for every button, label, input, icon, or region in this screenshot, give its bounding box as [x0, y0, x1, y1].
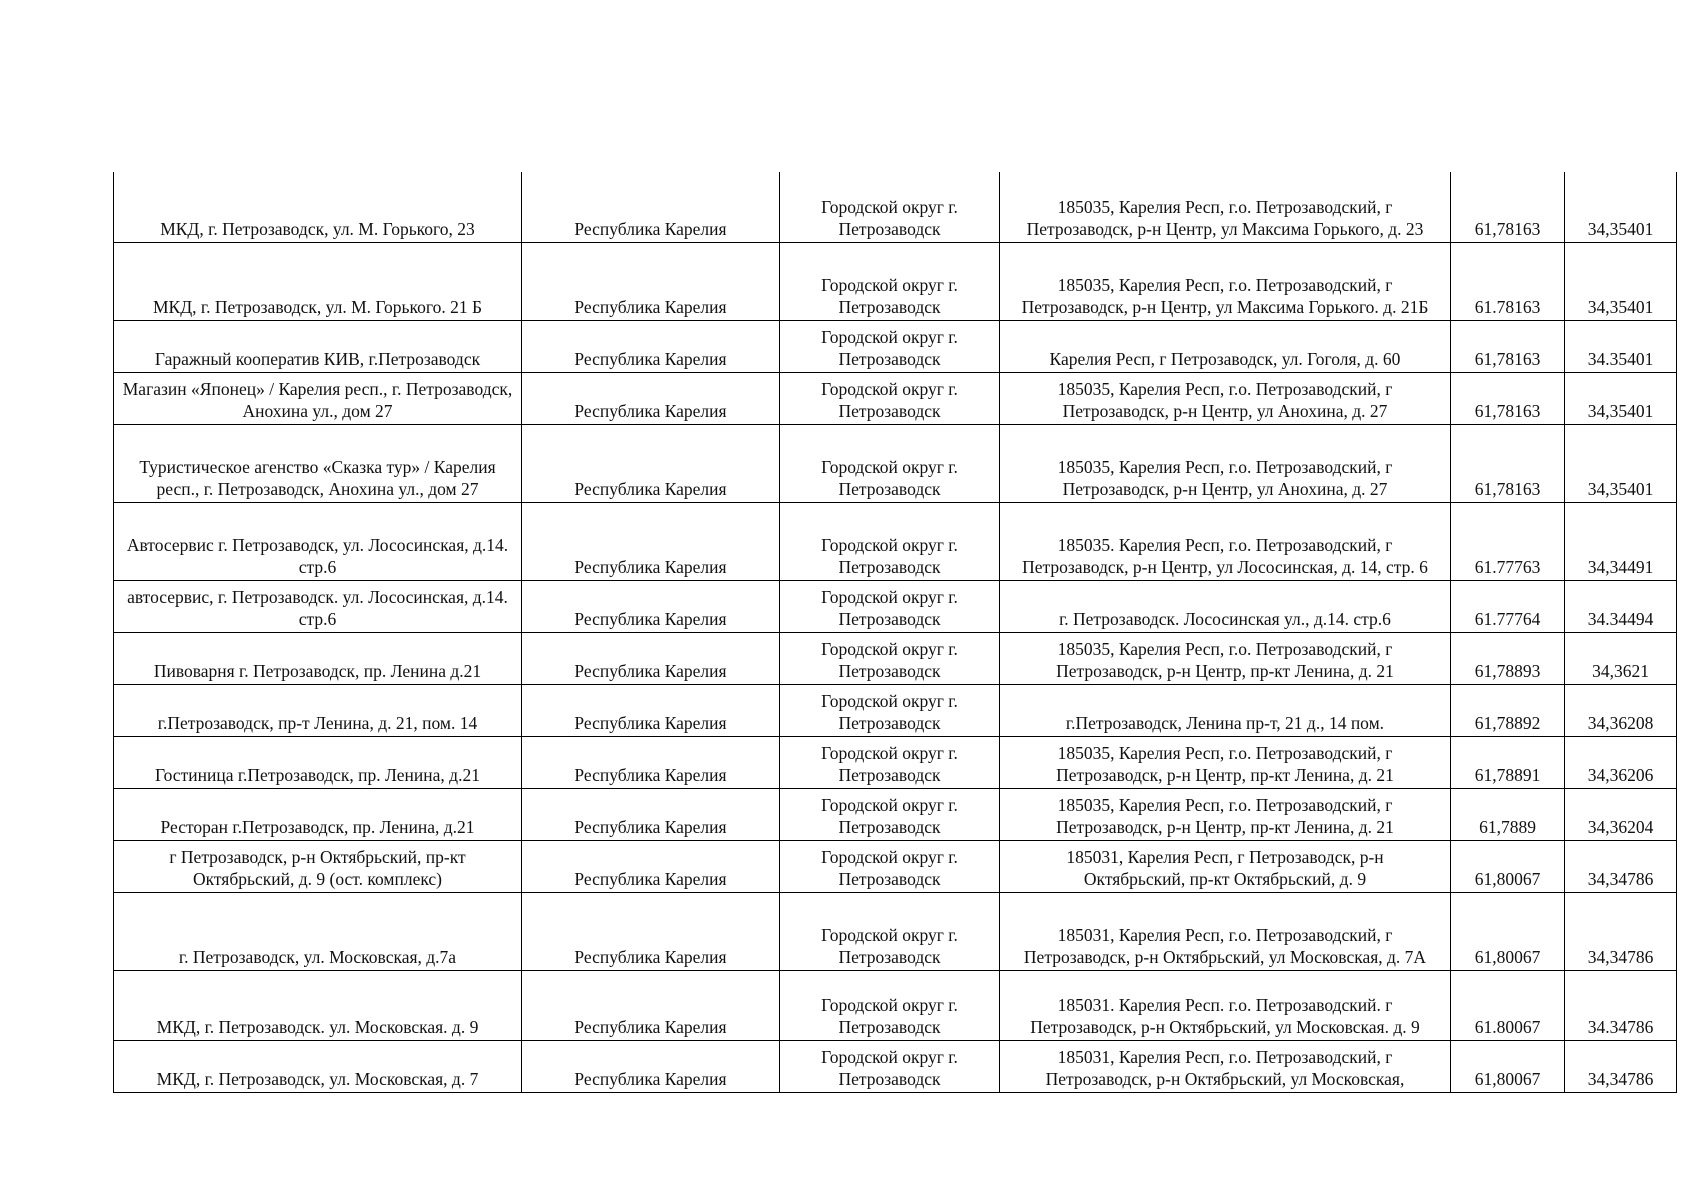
municipality-cell: Городской округ г. Петрозаводск — [780, 1040, 1000, 1092]
municipality-cell: Городской округ г. Петрозаводск — [780, 320, 1000, 372]
table-row — [114, 580, 1677, 632]
latitude-cell: 61,7889 — [1451, 788, 1565, 840]
municipality-cell: Городской округ г. Петрозаводск — [780, 970, 1000, 1040]
municipality-cell: Городской округ г. Петрозаводск — [780, 736, 1000, 788]
region-cell: Республика Карелия — [522, 172, 780, 242]
longitude-cell: 34,35401 — [1565, 172, 1677, 242]
municipality-cell: Городской округ г. Петрозаводск — [780, 840, 1000, 892]
address-cell: 185035, Карелия Респ, г.о. Петрозаводский, г Петрозаводск, р-н Центр, пр-кт Ленина, д. 21 — [1000, 632, 1451, 684]
municipality-cell: Городской округ г. Петрозаводск — [780, 892, 1000, 970]
latitude-cell: 61,78892 — [1451, 684, 1565, 736]
latitude-cell: 61.77763 — [1451, 502, 1565, 580]
object-name-cell: Ресторан г.Петрозаводск, пр. Ленина, д.21 — [114, 788, 522, 840]
region-cell: Республика Карелия — [522, 1040, 780, 1092]
region-cell: Республика Карелия — [522, 372, 780, 424]
table-row — [114, 736, 1677, 788]
region-cell: Республика Карелия — [522, 424, 780, 502]
latitude-cell: 61,78163 — [1451, 172, 1565, 242]
table-row — [114, 970, 1677, 1040]
table-row — [114, 502, 1677, 580]
table-row — [114, 172, 1677, 242]
municipality-cell: Городской округ г. Петрозаводск — [780, 632, 1000, 684]
longitude-cell: 34,36206 — [1565, 736, 1677, 788]
address-cell: г. Петрозаводск. Лососинская ул., д.14. стр.6 — [1000, 580, 1451, 632]
region-cell: Республика Карелия — [522, 788, 780, 840]
table-row — [114, 372, 1677, 424]
longitude-cell: 34,36204 — [1565, 788, 1677, 840]
longitude-cell: 34,35401 — [1565, 242, 1677, 320]
address-cell: 185035, Карелия Респ, г.о. Петрозаводский, г Петрозаводск, р-н Центр, ул Максима Горького. д. 21Б — [1000, 242, 1451, 320]
table-row — [114, 1040, 1677, 1092]
object-name-cell: г. Петрозаводск, ул. Московская, д.7а — [114, 892, 522, 970]
object-name-cell: Пивоварня г. Петрозаводск, пр. Ленина д.21 — [114, 632, 522, 684]
latitude-cell: 61,80067 — [1451, 892, 1565, 970]
address-cell: 185035. Карелия Респ, г.о. Петрозаводский, г Петрозаводск, р-н Центр, ул Лососинская, д. 14, стр. 6 — [1000, 502, 1451, 580]
object-name-cell: МКД, г. Петрозаводск, ул. М. Горького. 21 Б — [114, 242, 522, 320]
object-name-cell: Автосервис г. Петрозаводск, ул. Лососинская, д.14. стр.6 — [114, 502, 522, 580]
table-row — [114, 840, 1677, 892]
longitude-cell: 34,3621 — [1565, 632, 1677, 684]
object-name-cell: Гостиница г.Петрозаводск, пр. Ленина, д.21 — [114, 736, 522, 788]
locations-table-body — [114, 172, 1677, 1092]
longitude-cell: 34,34786 — [1565, 840, 1677, 892]
locations-table — [113, 172, 1677, 1093]
region-cell: Республика Карелия — [522, 892, 780, 970]
address-cell: 185031, Карелия Респ, г Петрозаводск, р-н Октябрьский, пр-кт Октябрьский, д. 9 — [1000, 840, 1451, 892]
region-cell: Республика Карелия — [522, 736, 780, 788]
address-cell: 185031. Карелия Респ. г.о. Петрозаводский. г Петрозаводск, р-н Октябрьский, ул Московская. д. 9 — [1000, 970, 1451, 1040]
address-cell: 185035, Карелия Респ, г.о. Петрозаводский, г Петрозаводск, р-н Центр, ул Анохина, д. 27 — [1000, 424, 1451, 502]
latitude-cell: 61.77764 — [1451, 580, 1565, 632]
table-row — [114, 788, 1677, 840]
municipality-cell: Городской округ г. Петрозаводск — [780, 502, 1000, 580]
object-name-cell: г Петрозаводск, р-н Октябрьский, пр-кт Октябрьский, д. 9 (ост. комплекс) — [114, 840, 522, 892]
longitude-cell: 34,35401 — [1565, 424, 1677, 502]
table-row — [114, 632, 1677, 684]
latitude-cell: 61.80067 — [1451, 970, 1565, 1040]
address-cell: г.Петрозаводск, Ленина пр-т, 21 д., 14 пом. — [1000, 684, 1451, 736]
address-cell: Карелия Респ, г Петрозаводск, ул. Гоголя, д. 60 — [1000, 320, 1451, 372]
object-name-cell: Туристическое агенство «Сказка тур» / Карелия респ., г. Петрозаводск, Анохина ул., дом 27 — [114, 424, 522, 502]
municipality-cell: Городской округ г. Петрозаводск — [780, 580, 1000, 632]
longitude-cell: 34.34786 — [1565, 970, 1677, 1040]
object-name-cell: Магазин «Японец» / Карелия респ., г. Петрозаводск, Анохина ул., дом 27 — [114, 372, 522, 424]
latitude-cell: 61,80067 — [1451, 840, 1565, 892]
table-row — [114, 424, 1677, 502]
latitude-cell: 61,78893 — [1451, 632, 1565, 684]
region-cell: Республика Карелия — [522, 684, 780, 736]
longitude-cell: 34,35401 — [1565, 372, 1677, 424]
address-cell: 185031, Карелия Респ, г.о. Петрозаводский, г Петрозаводск, р-н Октябрьский, ул Московская, д. 7А — [1000, 892, 1451, 970]
address-cell: 185031, Карелия Респ, г.о. Петрозаводский, г Петрозаводск, р-н Октябрьский, ул Московская, — [1000, 1040, 1451, 1092]
longitude-cell: 34,36208 — [1565, 684, 1677, 736]
region-cell: Республика Карелия — [522, 502, 780, 580]
address-cell: 185035, Карелия Респ, г.о. Петрозаводский, г Петрозаводск, р-н Центр, пр-кт Ленина, д. 21 — [1000, 788, 1451, 840]
municipality-cell: Городской округ г. Петрозаводск — [780, 788, 1000, 840]
latitude-cell: 61.78163 — [1451, 242, 1565, 320]
longitude-cell: 34,34786 — [1565, 892, 1677, 970]
region-cell: Республика Карелия — [522, 580, 780, 632]
object-name-cell: МКД, г. Петрозаводск. ул. Московская. д. 9 — [114, 970, 522, 1040]
table-row — [114, 892, 1677, 970]
latitude-cell: 61,78163 — [1451, 372, 1565, 424]
address-cell: 185035, Карелия Респ, г.о. Петрозаводский, г Петрозаводск, р-н Центр, ул Анохина, д. 27 — [1000, 372, 1451, 424]
object-name-cell: МКД, г. Петрозаводск, ул. М. Горького, 23 — [114, 172, 522, 242]
object-name-cell: г.Петрозаводск, пр-т Ленина, д. 21, пом. 14 — [114, 684, 522, 736]
object-name-cell: МКД, г. Петрозаводск, ул. Московская, д. 7 — [114, 1040, 522, 1092]
region-cell: Республика Карелия — [522, 970, 780, 1040]
municipality-cell: Городской округ г. Петрозаводск — [780, 684, 1000, 736]
region-cell: Республика Карелия — [522, 632, 780, 684]
municipality-cell: Городской округ г. Петрозаводск — [780, 372, 1000, 424]
municipality-cell: Городской округ г. Петрозаводск — [780, 172, 1000, 242]
longitude-cell: 34,34786 — [1565, 1040, 1677, 1092]
region-cell: Республика Карелия — [522, 840, 780, 892]
object-name-cell: автосервис, г. Петрозаводск. ул. Лососинская, д.14. стр.6 — [114, 580, 522, 632]
table-row — [114, 684, 1677, 736]
latitude-cell: 61,78163 — [1451, 424, 1565, 502]
region-cell: Республика Карелия — [522, 242, 780, 320]
municipality-cell: Городской округ г. Петрозаводск — [780, 424, 1000, 502]
latitude-cell: 61,80067 — [1451, 1040, 1565, 1092]
longitude-cell: 34,34491 — [1565, 502, 1677, 580]
address-cell: 185035, Карелия Респ, г.о. Петрозаводский, г Петрозаводск, р-н Центр, ул Максима Горького, д. 23 — [1000, 172, 1451, 242]
object-name-cell: Гаражный кооператив КИВ, г.Петрозаводск — [114, 320, 522, 372]
longitude-cell: 34.35401 — [1565, 320, 1677, 372]
municipality-cell: Городской округ г. Петрозаводск — [780, 242, 1000, 320]
table-row — [114, 242, 1677, 320]
table-row — [114, 320, 1677, 372]
region-cell: Республика Карелия — [522, 320, 780, 372]
latitude-cell: 61,78891 — [1451, 736, 1565, 788]
latitude-cell: 61,78163 — [1451, 320, 1565, 372]
address-cell: 185035, Карелия Респ, г.о. Петрозаводский, г Петрозаводск, р-н Центр, пр-кт Ленина, д. 21 — [1000, 736, 1451, 788]
longitude-cell: 34.34494 — [1565, 580, 1677, 632]
